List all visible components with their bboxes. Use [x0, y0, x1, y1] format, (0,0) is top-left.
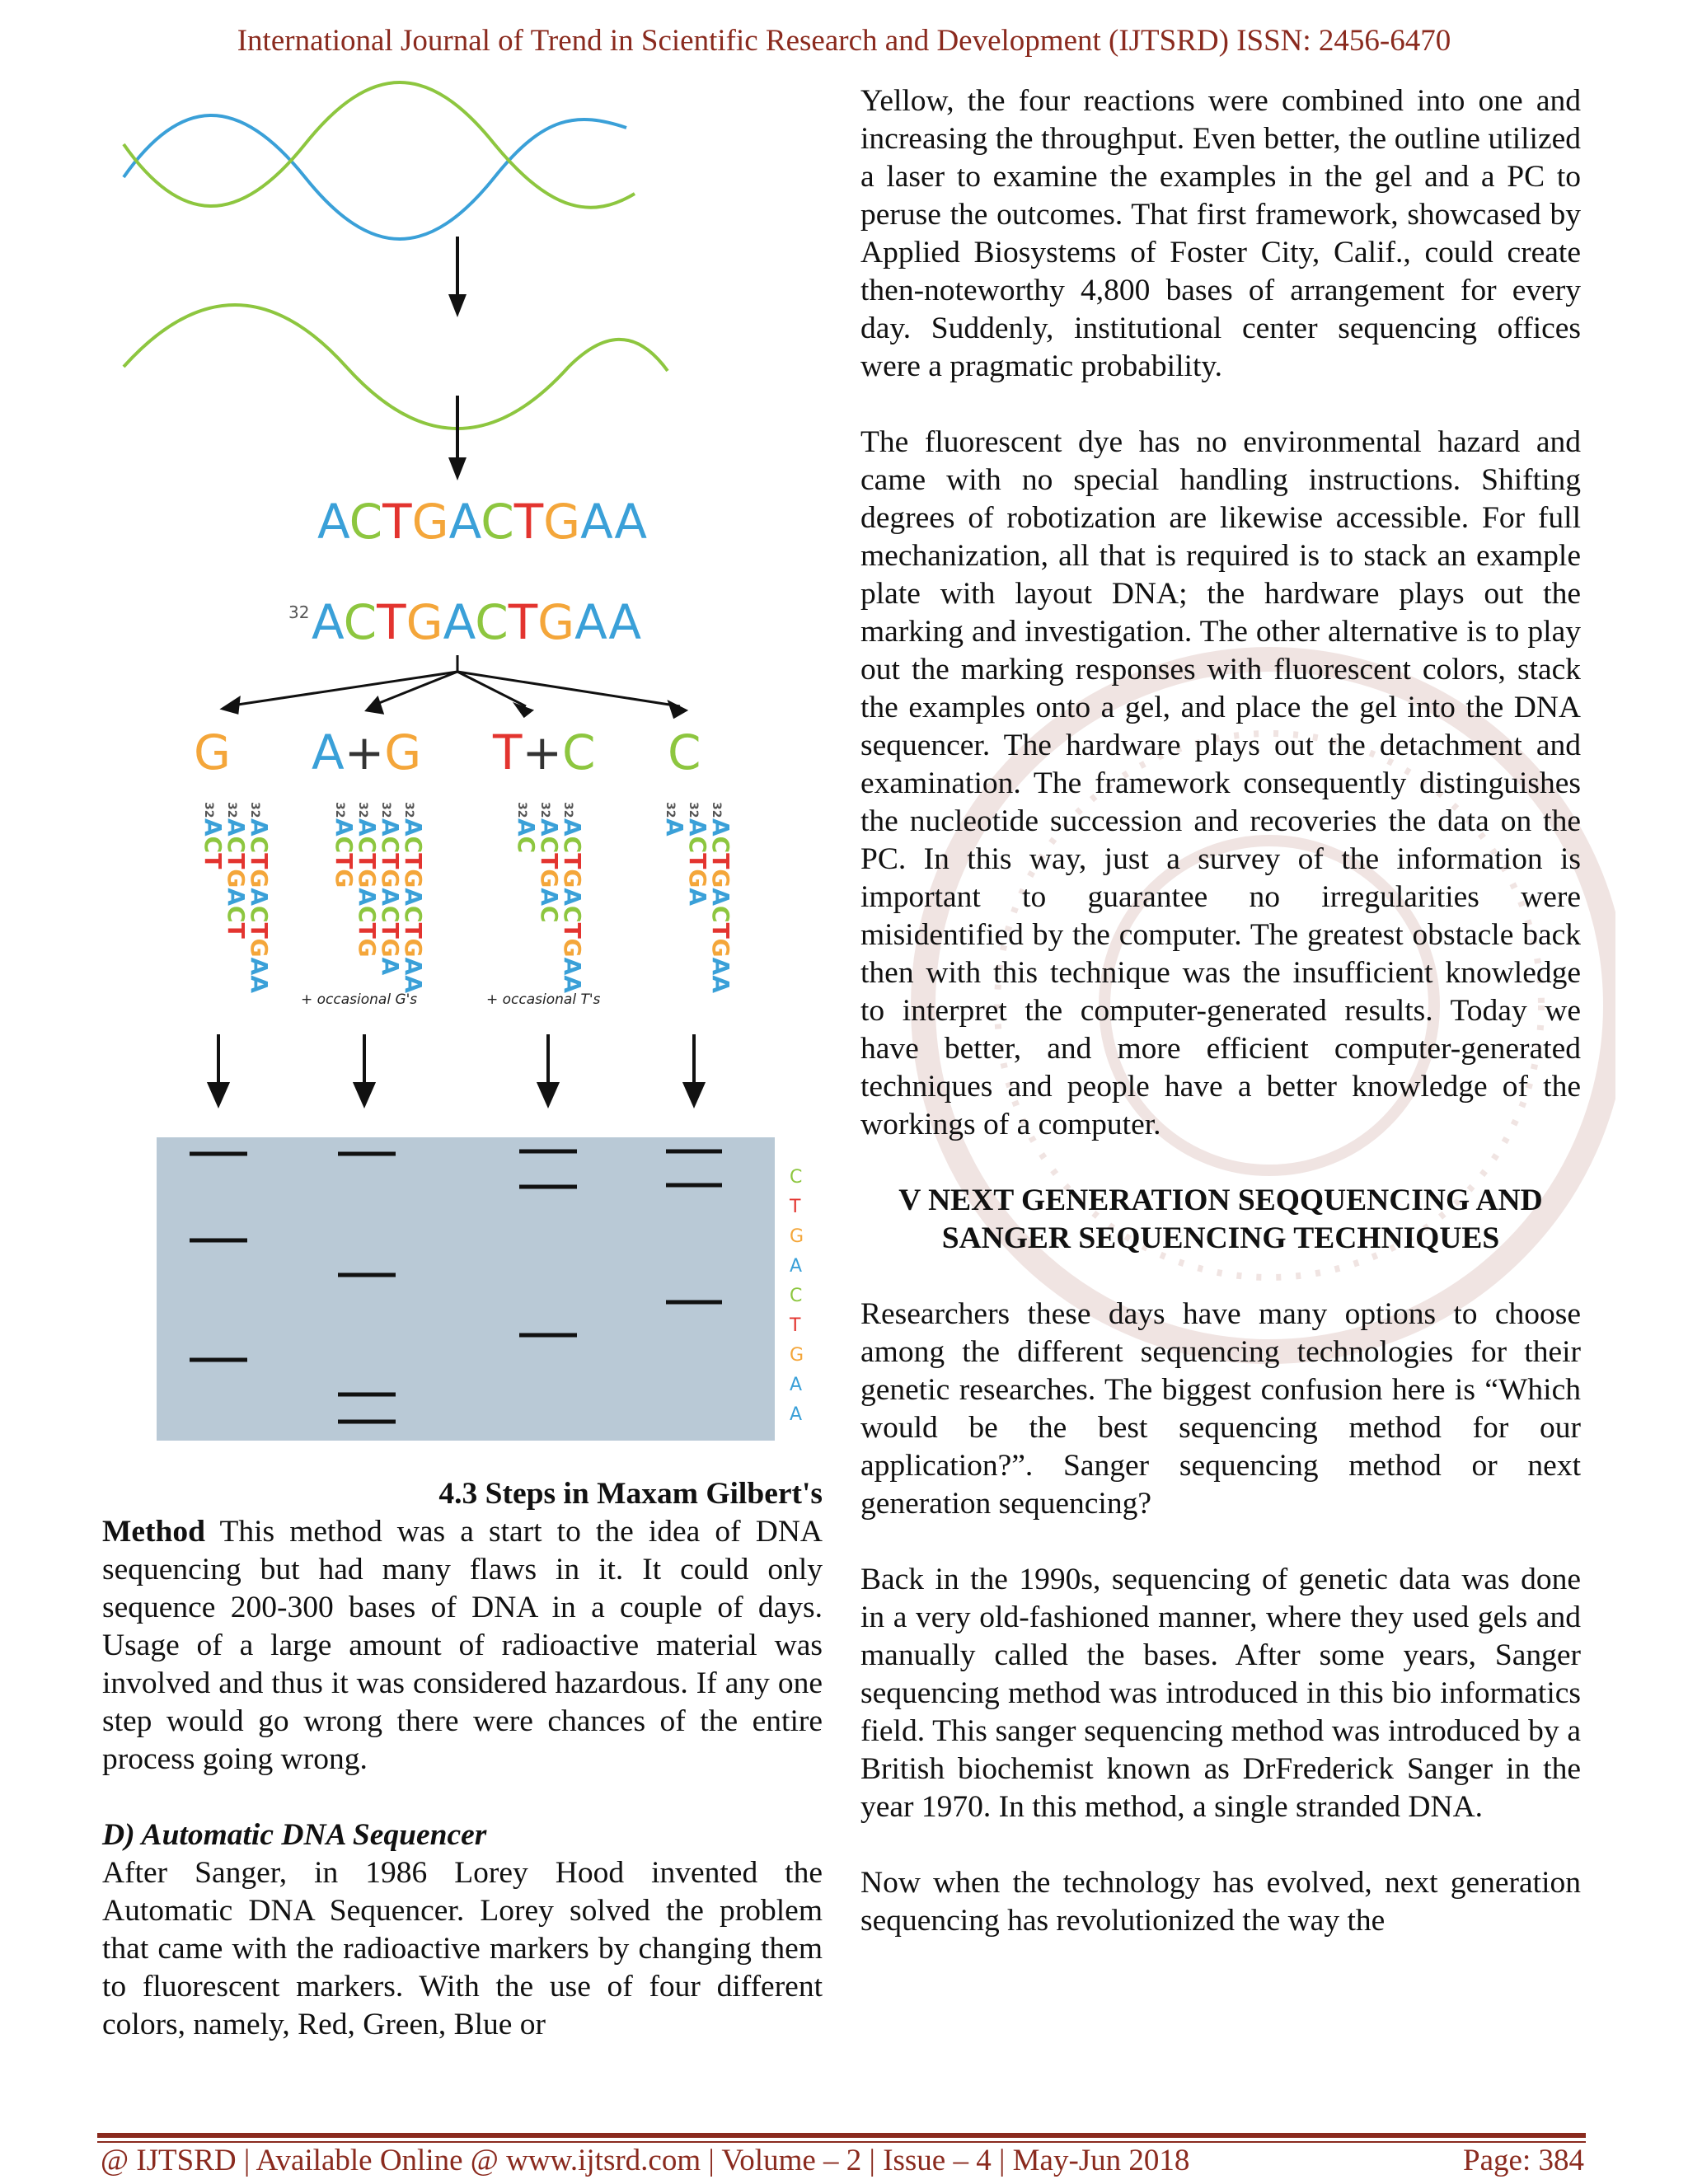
- fragment-sup-1-2: 32: [356, 802, 369, 818]
- gel-readout: [789, 1167, 804, 1425]
- fragment-1-1-char-7: G: [377, 938, 404, 958]
- sequence-label: [317, 494, 647, 550]
- fragment-0-1-char-6: T: [223, 922, 250, 939]
- seq1-char-2: T: [382, 494, 412, 550]
- fragment-sup-2-2: 32: [515, 802, 528, 818]
- seq1-char-9: A: [614, 494, 648, 550]
- fragment-3-1-char-2: T: [684, 853, 711, 869]
- note-occasional-t: + occasional T's: [486, 991, 601, 1008]
- fragment-1-1-char-4: A: [377, 888, 404, 906]
- gel-background: [157, 1137, 775, 1441]
- fragment-1-0-char-6: T: [400, 922, 427, 939]
- fragment-1-3-char-3: G: [331, 869, 358, 888]
- fragment-1-1-char-0: A: [377, 818, 404, 837]
- fragment-0-1-char-0: A: [223, 818, 250, 837]
- fragment-0-0-char-4: A: [246, 888, 273, 906]
- fragment-2-0-char-1: C: [559, 836, 586, 854]
- section-heading-line-1: V NEXT GENERATION SEQQUENCING AND: [898, 1183, 1543, 1217]
- fragment-0-2-char-1: C: [199, 836, 227, 854]
- fragment-2-1-char-0: A: [536, 818, 563, 837]
- fragment-0-0-char-5: C: [246, 906, 273, 923]
- seq1-char-1: C: [349, 494, 383, 550]
- fragment-1-1-char-1: C: [377, 836, 404, 854]
- seq2-char-0: A: [312, 594, 344, 650]
- fragment-1-0-char-7: G: [400, 938, 427, 958]
- seq2-char-4: A: [443, 594, 476, 650]
- figure-caption-heading: 4.3 Steps in Maxam Gilbert's: [438, 1477, 823, 1511]
- fragment-3-0-char-1: C: [707, 836, 734, 854]
- fragment-sup-3-0: 32: [710, 802, 723, 818]
- fragment-2-1-char-1: C: [536, 836, 563, 854]
- fragment-0-1-char-2: T: [223, 853, 250, 869]
- gel-read-3: A: [790, 1256, 803, 1277]
- fragment-1-3: [331, 818, 358, 888]
- fragment-1-1-char-3: G: [377, 869, 404, 888]
- fragment-0-0-char-3: G: [246, 869, 273, 888]
- fragment-3-1-char-4: A: [684, 888, 711, 906]
- fragment-2-1-char-5: C: [536, 906, 563, 923]
- lane-label-char-0: A: [312, 724, 345, 780]
- lane-label-char-2: C: [562, 724, 596, 780]
- fragment-ladders: [199, 802, 734, 993]
- fragment-sup-2-0: 32: [561, 802, 574, 818]
- seq2-char-5: C: [475, 594, 509, 650]
- lane-label-char-0: T: [493, 724, 523, 780]
- lane-label-c: C: [668, 724, 701, 780]
- seq1-char-0: A: [317, 494, 349, 550]
- gel-read-4: C: [790, 1286, 803, 1306]
- seq2-char-1: C: [343, 594, 377, 650]
- fragment-1-0-char-8: A: [400, 957, 427, 976]
- maxam-gilbert-paragraph: [102, 1513, 823, 1779]
- fragment-1-2-char-1: C: [354, 836, 381, 854]
- fragment-2-0-char-0: A: [559, 818, 586, 837]
- fragment-2-0-char-9: A: [559, 975, 586, 993]
- maxam-gilbert-figure: [99, 78, 841, 1463]
- fragment-3-0-char-3: G: [707, 869, 734, 888]
- fragment-2-2-char-1: C: [513, 836, 540, 854]
- fragment-3-0-char-7: G: [707, 938, 734, 958]
- fragment-0-1-char-5: C: [223, 906, 250, 923]
- fragment-sup-3-1: 32: [687, 802, 700, 818]
- fragment-1-2-char-7: G: [354, 938, 381, 958]
- helix-strand-blue: [124, 115, 626, 239]
- paragraph-3: Researchers these days have many options to choose among the different sequencing technologies for their genetic researches. The biggest confusion here is “Which would be the best sequencing method for our application?”. Sanger sequencing method or next generation sequencing?: [860, 1297, 1581, 1521]
- labeled-sequence: [312, 594, 641, 650]
- seq1-char-8: A: [580, 494, 615, 550]
- fragment-2-1-char-3: G: [536, 869, 563, 888]
- fragment-1-2-char-0: A: [354, 818, 381, 837]
- section-heading-line-2: SANGER SEQUENCING TECHNIQUES: [941, 1221, 1500, 1255]
- fragment-2-2-char-0: A: [513, 818, 540, 837]
- fragment-0-1-char-1: C: [223, 836, 250, 854]
- fragment-1-0-char-3: G: [400, 869, 427, 888]
- gel-read-5: T: [790, 1315, 801, 1336]
- gel-arrows: [209, 1034, 703, 1104]
- fragment-sup-2-1: 32: [538, 802, 551, 818]
- fragment-2-0-char-2: T: [559, 853, 586, 869]
- fragment-2-1-char-2: T: [536, 853, 563, 869]
- note-occasional-g: + occasional G's: [301, 991, 418, 1008]
- single-strand: [124, 305, 668, 429]
- fragment-0-1-char-3: G: [223, 869, 250, 888]
- fragment-1-3-char-2: T: [331, 853, 358, 869]
- fragment-0-0-char-0: A: [246, 818, 273, 837]
- fragment-3-1-char-3: G: [684, 869, 711, 888]
- fragment-0-2-char-0: A: [199, 818, 227, 837]
- lane-labels: [194, 724, 701, 780]
- fragment-0-2-char-2: T: [199, 853, 227, 869]
- fragment-3-1-char-0: A: [684, 818, 711, 837]
- gel-read-1: T: [790, 1197, 801, 1217]
- seq2-char-3: G: [406, 594, 443, 650]
- fragment-3-0-char-8: A: [707, 957, 734, 976]
- fragment-1-0-char-2: T: [400, 853, 427, 869]
- fragment-0-0-char-1: C: [246, 836, 273, 854]
- fragment-sup-1-0: 32: [402, 802, 415, 818]
- fragment-1-0-char-4: A: [400, 888, 427, 906]
- fragment-2-0-char-5: C: [559, 906, 586, 923]
- fragment-1-3-char-0: A: [331, 818, 358, 837]
- fragment-sup-0-2: 32: [202, 802, 215, 818]
- fragment-1-3-char-1: C: [331, 836, 358, 854]
- caption-bold-word: Method: [102, 1515, 205, 1549]
- fragment-3-0-char-2: T: [707, 853, 734, 869]
- fragment-0-0-char-7: G: [246, 938, 273, 958]
- lane-label-a-plus-g: [312, 724, 421, 780]
- fragment-0-2: [199, 818, 227, 869]
- fragment-1-1-char-2: T: [377, 853, 404, 869]
- fragment-1-2-char-3: G: [354, 869, 381, 888]
- gel-read-6: G: [790, 1345, 804, 1366]
- fragment-0-0-char-6: T: [246, 922, 273, 939]
- fragment-3-1-char-1: C: [684, 836, 711, 854]
- fragment-1-2-char-2: T: [354, 853, 381, 869]
- fragment-0-0-char-2: T: [246, 853, 273, 869]
- fragment-1-0-char-1: C: [400, 836, 427, 854]
- seq1-char-4: A: [448, 494, 481, 550]
- fragment-3-0-char-6: T: [707, 922, 734, 939]
- page-footer: [101, 2143, 1584, 2178]
- left-column: [102, 1475, 823, 2082]
- seq2-char-7: G: [537, 594, 575, 650]
- lane-label-char-2: G: [384, 724, 422, 780]
- seq2-char-2: T: [377, 594, 406, 650]
- fragment-3-2: [661, 818, 688, 837]
- fragment-3-0-char-4: A: [707, 888, 734, 906]
- fragment-sup-1-3: 32: [333, 802, 346, 818]
- paragraph-2: The fluorescent dye has no environmental hazard and came with no special handling instructions. Shifting degrees of robotization are likewise accessible. For full mechanization, all that is required is to stack an example plate with layout DNA; the hardware plays out the marking and investigation. The other alternative is to play out the marking responses with fluorescent colors, stack the examples onto a gel, and place the gel into the DNA sequencer. The hardware plays out the detachment and examination. The framework consequently distinguishes the nucleotide succession and recoveries the data on the PC. In this way, just a survey of the information is important to guarantee no irregularities were misidentified by the computer. The greatest obstacle back then with this technique was the insufficient knowledge to interpret the computer-generated results. Today we have better, and more efficient computer-generated techniques and people have a better knowledge of the workings of a computer.: [860, 425, 1581, 1141]
- fragment-1-0-char-0: A: [400, 818, 427, 837]
- fragment-2-2: [513, 818, 540, 853]
- paragraph-4: Back in the 1990s, sequencing of genetic data was done in a very old-fashioned manner, where they used gels and manually called the bases. After some years, Sanger sequencing method was introduced in this bio informatics field. This sanger sequencing method was introduced by a British biochemist known as DrFrederick Sanger in the year 1970. In this method, a single stranded DNA.: [860, 1563, 1581, 1824]
- paragraph-1: Yellow, the four reactions were combined into one and increasing the throughput. Even better, the outline utilized a laser to examine the examples in the gel and a PC to peruse the outcomes. That first framework, showcased by Applied Biosystems of Foster City, Calif., could create then-noteworthy 4,800 bases of arrangement for every day. Suddenly, institutional center sequencing offices were a pragmatic probability.: [860, 84, 1581, 383]
- gel-read-0: C: [790, 1167, 803, 1188]
- fragment-1-2-char-4: A: [354, 888, 381, 906]
- fragment-0-0-char-9: A: [246, 975, 273, 993]
- automatic-sequencer-paragraph: After Sanger, in 1986 Lorey Hood invented the Automatic DNA Sequencer. Lorey solved the problem that came with the radioactive markers by changing them to fluorescent markers. With the use of four different colors, namely, Red, Green, Blue or: [102, 1856, 823, 2041]
- lane-label-t-plus-c: [492, 724, 596, 780]
- fragment-3-2-char-0: A: [661, 818, 688, 837]
- lane-label-char-1: +: [344, 724, 385, 780]
- fragment-3-0-char-9: A: [707, 975, 734, 993]
- seq1-char-3: G: [411, 494, 449, 550]
- lane-label-char-1: +: [522, 724, 563, 780]
- seq2-char-8: A: [574, 594, 609, 650]
- fragment-1-1-char-5: C: [377, 906, 404, 923]
- helix-strand-green: [124, 82, 635, 208]
- fragment-0-1-char-4: A: [223, 888, 250, 906]
- seq1-char-6: T: [513, 494, 544, 550]
- page-number: Page: 384: [1463, 2144, 1584, 2177]
- seq1-char-7: G: [543, 494, 581, 550]
- fragment-sup-1-1: 32: [379, 802, 392, 818]
- seq1-char-5: C: [481, 494, 514, 550]
- fragment-2-0-char-7: G: [559, 938, 586, 958]
- fragment-3-0-char-0: A: [707, 818, 734, 837]
- fragment-sup-3-2: 32: [663, 802, 677, 818]
- fragment-2-0-char-8: A: [559, 957, 586, 976]
- branch-arrows: [223, 655, 686, 717]
- caption-text: This method was a start to the idea of DNA sequencing but had many flaws in it. It could only sequence 200-300 bases of DNA in a couple of days. Usage of a large amount of radioactive material was involved and thus it was considered hazardous. If any one step would go wrong there were chances of the entire process going wrong.: [102, 1515, 823, 1776]
- section-subheading: D) Automatic DNA Sequencer: [102, 1818, 487, 1852]
- fragment-1-1-char-6: T: [377, 922, 404, 939]
- fragment-1-2-char-5: C: [354, 906, 381, 923]
- fragment-1-0-char-5: C: [400, 906, 427, 923]
- gel-read-2: G: [790, 1226, 804, 1247]
- fragment-sup-0-0: 32: [248, 802, 261, 818]
- gel-read-7: A: [790, 1375, 803, 1395]
- gel-read-8: A: [790, 1404, 803, 1425]
- fragment-1-2-char-6: T: [354, 922, 381, 939]
- lane-label-g: G: [194, 724, 231, 780]
- fragment-3-0-char-5: C: [707, 906, 734, 923]
- section-heading: [860, 1182, 1581, 1258]
- footer-rule-thick: [97, 2133, 1586, 2138]
- fragment-0-0-char-8: A: [246, 957, 273, 976]
- fragment-2-0-char-3: G: [559, 869, 586, 888]
- fragment-2-0-char-6: T: [559, 922, 586, 939]
- seq2-char-6: T: [508, 594, 538, 650]
- fragment-1-0-char-9: A: [400, 975, 427, 993]
- fragment-2-0-char-4: A: [559, 888, 586, 906]
- journal-header: International Journal of Trend in Scientific Research and Development (IJTSRD) ISSN: 2456-6470: [237, 24, 1451, 58]
- fragment-sup-0-1: 32: [225, 802, 238, 818]
- fragment-2-1-char-4: A: [536, 888, 563, 906]
- fragment-1-1-char-8: A: [377, 957, 404, 976]
- isotope-superscript: 32: [288, 602, 310, 622]
- right-column: [860, 82, 1581, 1978]
- paragraph-5: Now when the technology has evolved, next generation sequencing has revolutionized the way the: [860, 1866, 1581, 1938]
- seq2-char-9: A: [608, 594, 642, 650]
- footer-info: @ IJTSRD | Available Online @ www.ijtsrd.com | Volume – 2 | Issue – 4 | May-Jun 2018: [101, 2144, 1190, 2177]
